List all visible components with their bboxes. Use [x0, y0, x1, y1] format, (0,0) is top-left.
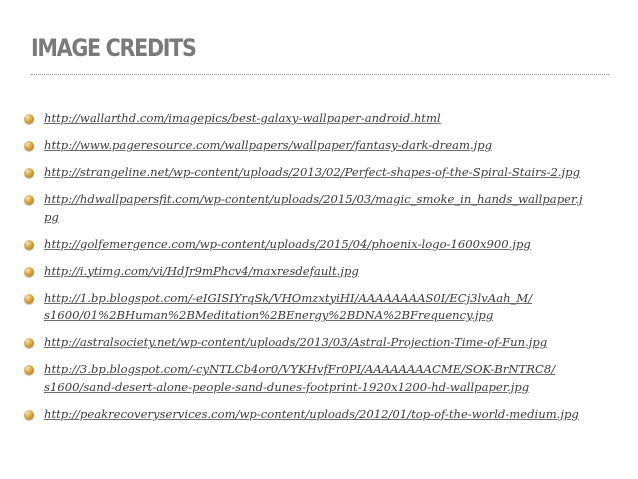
credit-link[interactable]: http://strangeline.net/wp-content/uploads/2013/02/Perfect-shapes-of-the-Spiral-Stairs-2.jpg	[44, 164, 580, 179]
credit-link[interactable]: http://1.bp.blogspot.com/-eIGISIYrqSk/VHOmzxtyiHI/AAAAAAAAS0I/ECj3lvAah_M/	[44, 290, 533, 305]
bullet-icon	[24, 141, 34, 151]
credit-link-continued[interactable]: s1600/01%2BHuman%2BMeditation%2BEnergy%2BDNA%2BFrequency.jpg	[44, 308, 494, 323]
bullet-icon	[24, 267, 34, 277]
slide-title: IMAGE CREDITS	[31, 34, 196, 62]
bullet-icon	[24, 365, 34, 375]
bullet-icon	[24, 410, 34, 420]
credit-item[interactable]	[0, 406, 638, 424]
bullet-icon	[24, 294, 34, 304]
credit-link[interactable]: http://golfemergence.com/wp-content/uploads/2015/04/phoenix-logo-1600x900.jpg	[44, 236, 531, 251]
credit-item[interactable]	[0, 290, 638, 325]
credit-item[interactable]	[0, 263, 638, 281]
credit-item[interactable]	[0, 164, 638, 182]
credit-item[interactable]	[0, 110, 638, 128]
credit-item[interactable]	[0, 137, 638, 155]
credit-link[interactable]: http://hdwallpapersfit.com/wp-content/uploads/2015/03/magic_smoke_in_hands_wallpaper.jpg	[44, 191, 583, 224]
credit-link-continued[interactable]: s1600/sand-desert-alone-people-sand-dunes-footprint-1920x1200-hd-wallpaper.jpg	[44, 379, 530, 394]
credit-link[interactable]: http://3.bp.blogspot.com/-cyNTLCb4or0/VYKHvfFr0PI/AAAAAAAACME/SOK-BrNTRC8/	[44, 362, 556, 377]
bullet-icon	[24, 338, 34, 348]
credit-link[interactable]: http://i.ytimg.com/vi/HdJr9mPhcv4/maxresdefault.jpg	[44, 263, 359, 278]
credit-link[interactable]: http://wallarthd.com/imagepics/best-galaxy-wallpaper-android.html	[44, 111, 441, 125]
credit-item[interactable]	[0, 236, 638, 254]
credits-list	[0, 110, 638, 433]
credit-link[interactable]: http://astralsociety.net/wp-content/uploads/2013/03/Astral-Projection-Time-of-Fun.jpg	[44, 335, 548, 350]
credit-link[interactable]: http://www.pageresource.com/wallpapers/wallpaper/fantasy-dark-dream.jpg	[44, 137, 493, 152]
credit-link[interactable]: http://peakrecoveryservices.com/wp-content/uploads/2012/01/top-of-the-world-medium.jpg	[44, 406, 579, 421]
credit-item[interactable]	[0, 191, 638, 226]
bullet-icon	[24, 195, 34, 205]
title-divider	[31, 74, 609, 75]
bullet-icon	[24, 114, 34, 124]
bullet-icon	[24, 168, 34, 178]
credit-item[interactable]	[0, 334, 638, 352]
bullet-icon	[24, 240, 34, 250]
credit-item[interactable]	[0, 361, 638, 396]
